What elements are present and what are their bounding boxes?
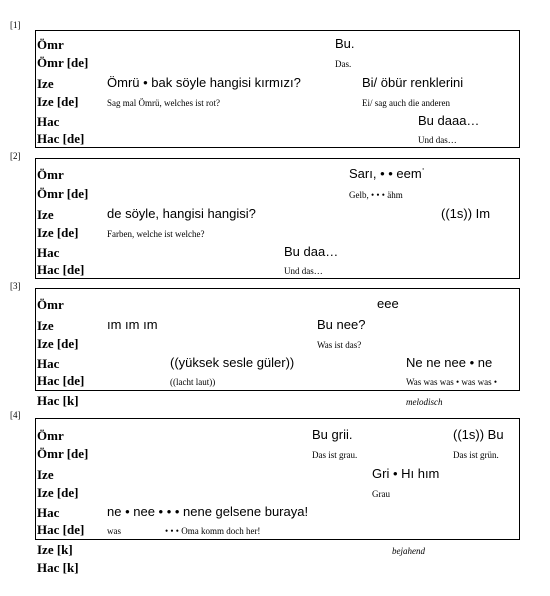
row-label: Hac [de]	[37, 131, 85, 146]
utterance: eee	[377, 296, 399, 311]
gloss: was	[107, 526, 121, 536]
gloss: Farben, welche ist welche?	[107, 229, 205, 239]
utterance: Bu nee?	[317, 317, 366, 332]
row-label: Ize [de]	[37, 225, 79, 240]
utterance: Ne ne nee • ne	[406, 355, 493, 370]
segment-number: [3]	[10, 281, 21, 291]
segment-3-box	[35, 288, 520, 391]
row-label: Hac [de]	[37, 262, 85, 277]
row-label: Hac [k]	[37, 560, 79, 575]
segment-number: [1]	[10, 20, 21, 30]
segment-number: [4]	[10, 410, 21, 420]
row-label: Ize	[37, 467, 54, 482]
gloss: • • • Oma komm doch her!	[165, 526, 261, 536]
gloss: Ei/ sag auch die anderen	[362, 98, 450, 108]
row-label: Hac	[37, 505, 60, 520]
utterance: ((1s)) Im	[441, 206, 491, 221]
row-label: Ize [k]	[37, 542, 73, 557]
utterance: Bu daa…	[284, 244, 339, 259]
row-label: Ömr [de]	[37, 55, 89, 70]
row-label: Ömr	[37, 297, 64, 312]
row-label: Hac [de]	[37, 522, 85, 537]
utterance: Bi/ öbür renklerini	[362, 75, 464, 90]
gloss: Das ist grau.	[312, 450, 358, 460]
row-label: Ize [de]	[37, 336, 79, 351]
utterance: ne • nee • • • nene gelsene buraya!	[107, 504, 309, 519]
gloss: Grau	[372, 489, 390, 499]
utterance: ım ım ım	[107, 317, 158, 332]
row-label: Ize	[37, 76, 54, 91]
utterance: de söyle, hangisi hangisi?	[107, 206, 256, 221]
row-label: Ömr [de]	[37, 446, 89, 461]
utterance: ((1s)) Bu	[453, 427, 504, 442]
gloss: Gelb, • • • ähm	[349, 190, 403, 200]
utterance: Gri • Hı hım	[372, 466, 440, 481]
row-label: Hac	[37, 114, 60, 129]
row-label: Ömr [de]	[37, 186, 89, 201]
utterance: Bu daaa…	[418, 113, 480, 128]
row-label: Ömr	[37, 167, 64, 182]
row-label: Ize [de]	[37, 485, 79, 500]
gloss: Und das…	[284, 266, 323, 276]
row-label: Hac	[37, 356, 60, 371]
utterance: ((yüksek sesle güler))	[170, 355, 295, 370]
utterance: Ömrü • bak söyle hangisi kırmızı?	[107, 75, 301, 90]
row-label: Hac [k]	[37, 393, 79, 408]
row-label: Ömr	[37, 428, 64, 443]
utterance: Bu grii.	[312, 427, 353, 442]
annotation: melodisch	[406, 397, 443, 407]
utterance: Sarı, • • eem˙	[349, 166, 427, 181]
gloss: Sag mal Ömrü, welches ist rot?	[107, 98, 220, 108]
gloss: Was ist das?	[317, 340, 362, 350]
row-label: Ömr	[37, 37, 64, 52]
gloss: ((lacht laut))	[170, 377, 216, 387]
segment-4-box	[35, 418, 520, 540]
gloss: Das ist grün.	[453, 450, 499, 460]
gloss: Das.	[335, 59, 352, 69]
row-label: Hac	[37, 245, 60, 260]
row-label: Hac [de]	[37, 373, 85, 388]
gloss: Was was was • was was •	[406, 377, 498, 387]
row-label: Ize	[37, 207, 54, 222]
utterance: Bu.	[335, 36, 355, 51]
gloss: Und das…	[418, 135, 457, 145]
annotation: bejahend	[392, 546, 425, 556]
row-label: Ize [de]	[37, 94, 79, 109]
segment-number: [2]	[10, 151, 21, 161]
row-label: Ize	[37, 318, 54, 333]
